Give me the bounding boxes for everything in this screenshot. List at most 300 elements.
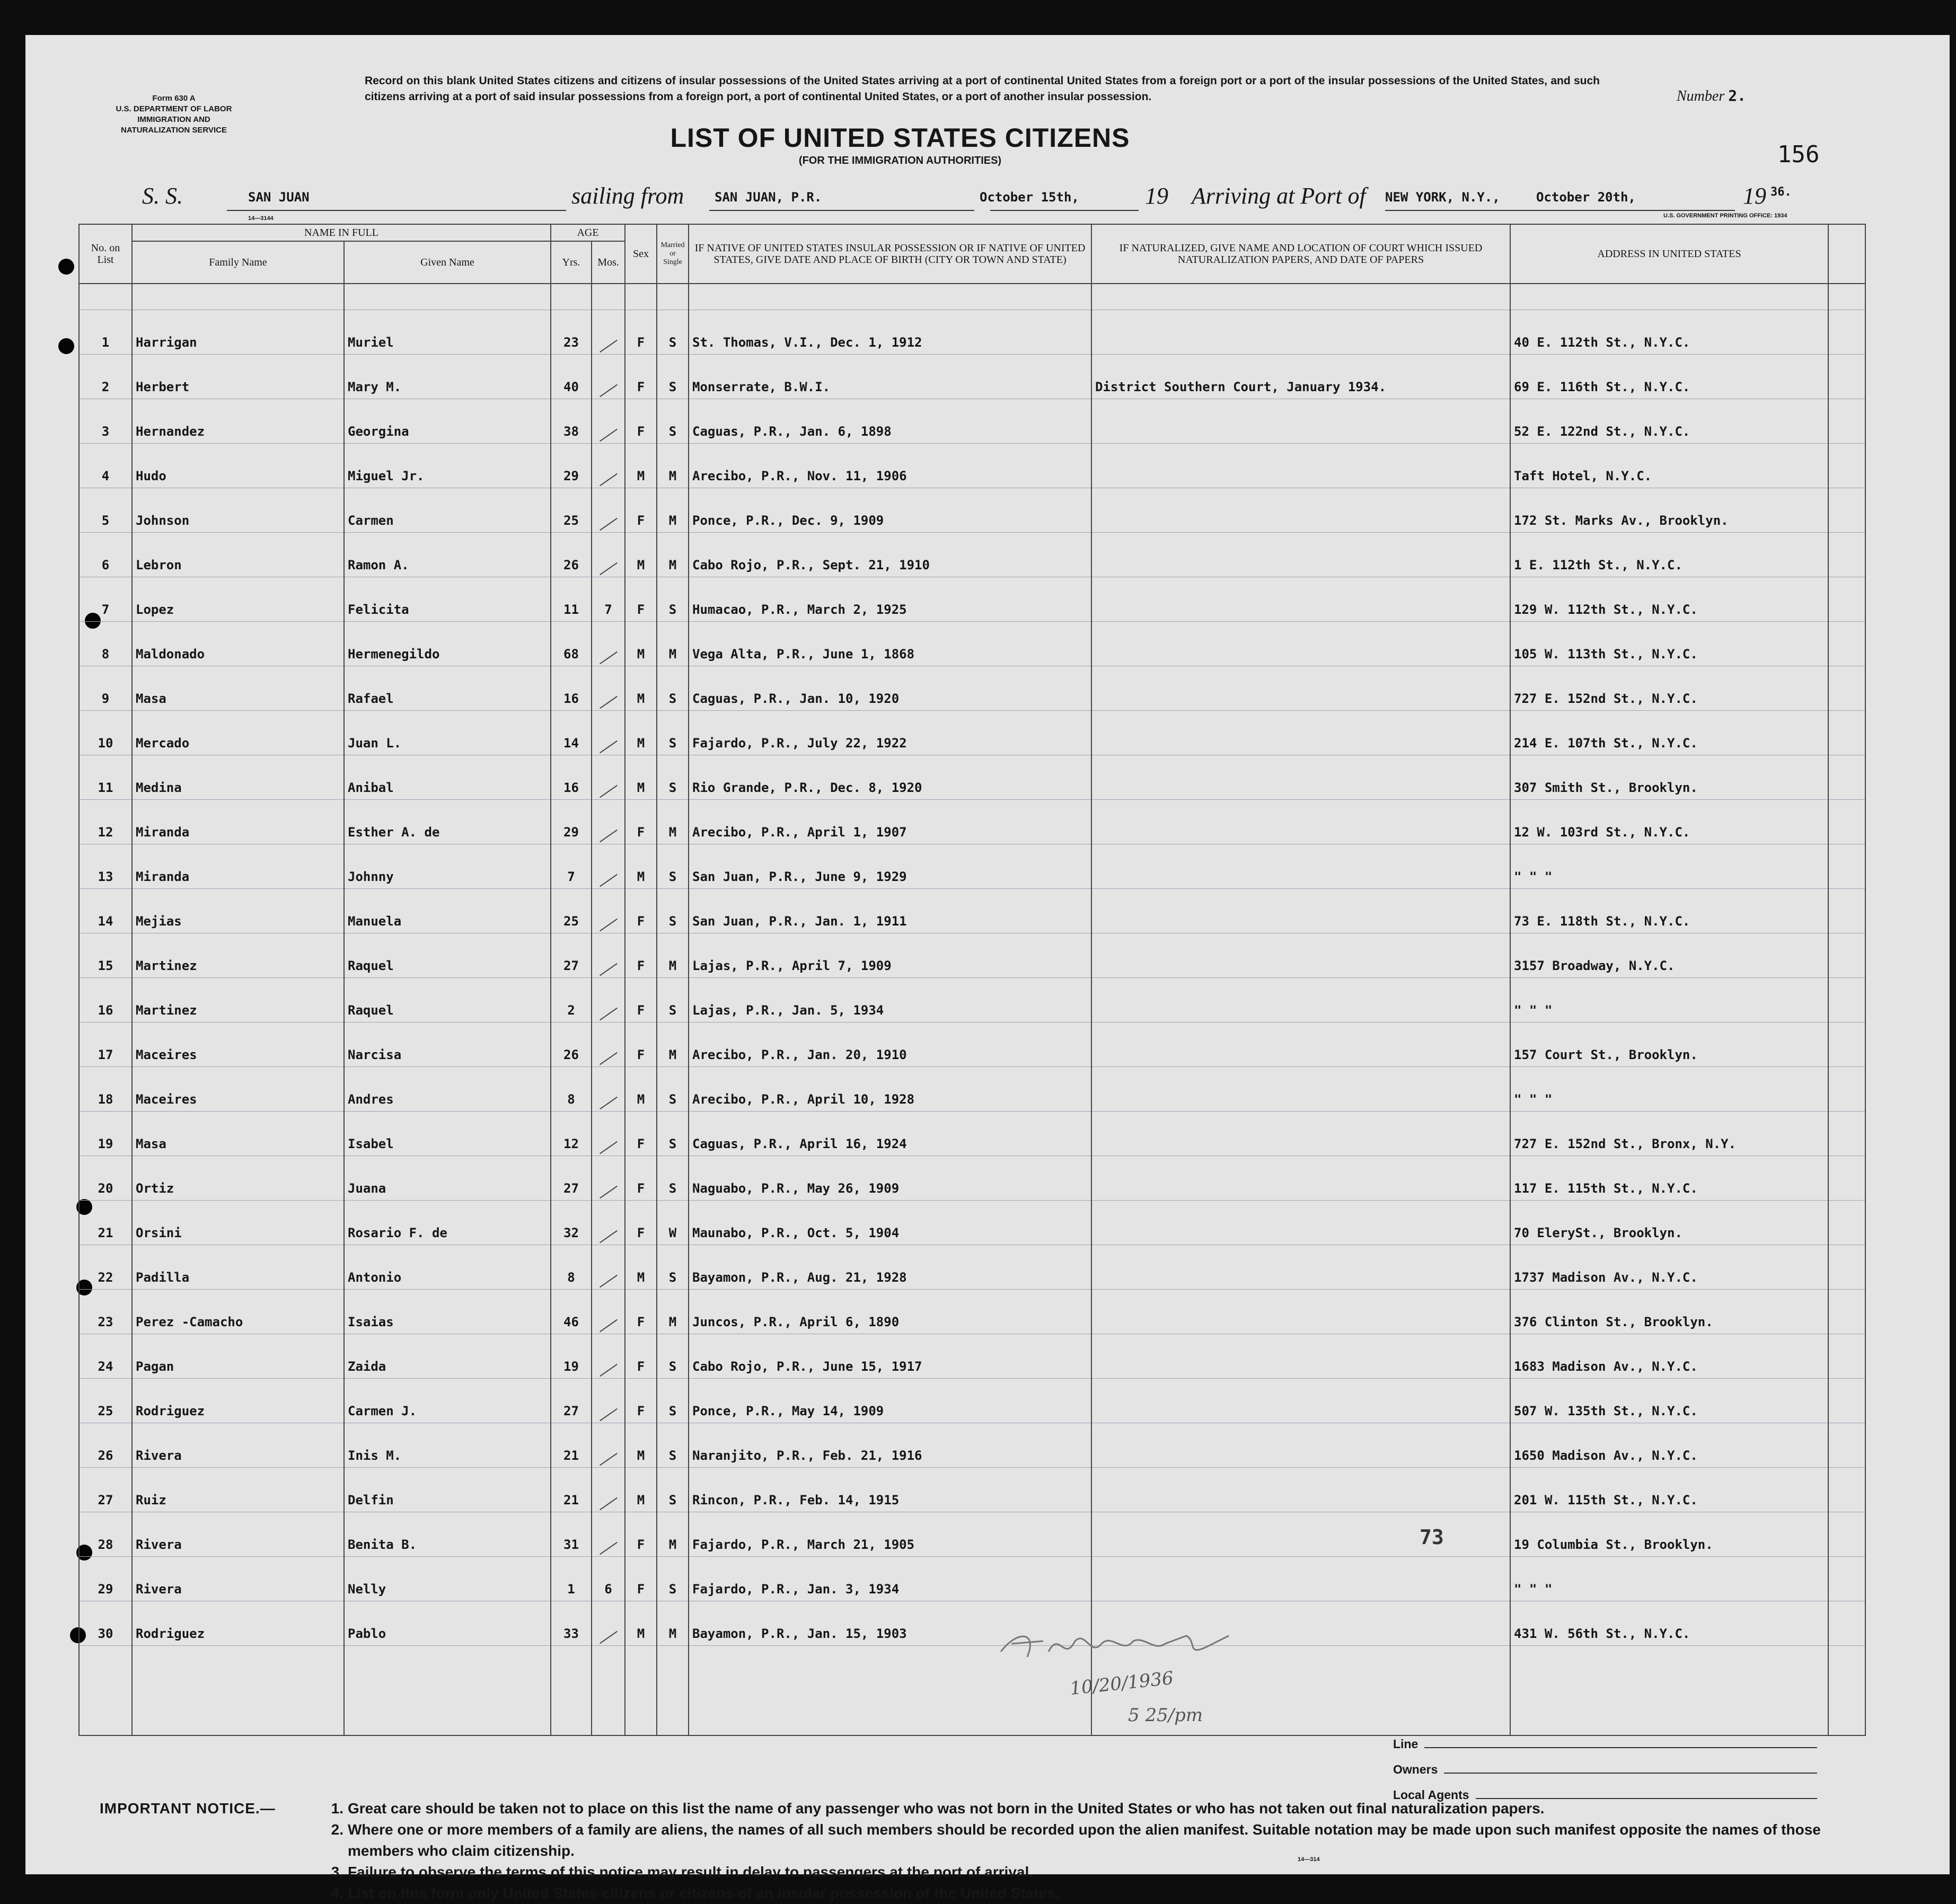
- marital-status: M: [657, 1601, 689, 1646]
- row-number: 21: [79, 1201, 132, 1245]
- age-months: [592, 488, 625, 533]
- family-name: Maceires: [132, 1022, 344, 1067]
- given-name: Isaias: [344, 1290, 551, 1334]
- family-name: Ortiz: [132, 1156, 344, 1201]
- marital-status: S: [657, 978, 689, 1022]
- birth-place-date: Naranjito, P.R., Feb. 21, 1916: [689, 1423, 1091, 1468]
- blank-cell: [1828, 1156, 1865, 1201]
- given-name: Rosario F. de: [344, 1201, 551, 1245]
- birth-place-date: St. Thomas, V.I., Dec. 1, 1912: [689, 310, 1091, 355]
- given-name: Carmen: [344, 488, 551, 533]
- given-name: Pablo: [344, 1601, 551, 1646]
- age-months: [592, 711, 625, 755]
- age-months: [592, 1379, 625, 1423]
- print-code: 14—314: [1298, 1856, 1320, 1863]
- row-number: 30: [79, 1601, 132, 1646]
- age-years: 29: [551, 444, 592, 488]
- tick-mark: [600, 830, 618, 843]
- marital-status: M: [657, 488, 689, 533]
- sex: F: [625, 310, 657, 355]
- age-years: 14: [551, 711, 592, 755]
- naturalization-court: [1091, 666, 1510, 711]
- blank-cell: [1828, 577, 1865, 622]
- age-months: [592, 755, 625, 800]
- table-row: [79, 666, 1865, 711]
- page-subtitle: (FOR THE IMMIGRATION AUTHORITIES): [798, 155, 1002, 166]
- sex: M: [625, 755, 657, 800]
- given-name: Hermenegildo: [344, 622, 551, 666]
- row-number: 2: [79, 355, 132, 399]
- age-months: [592, 1334, 625, 1379]
- naturalization-court: [1091, 933, 1510, 978]
- notice-item: [322, 1883, 1828, 1904]
- tick-mark: [600, 1186, 618, 1199]
- marital-status: S: [657, 844, 689, 889]
- row-number: 26: [79, 1423, 132, 1468]
- list-number-value: 2.: [1728, 87, 1746, 104]
- family-name: Martinez: [132, 978, 344, 1022]
- col-header-yrs: Yrs.: [551, 241, 592, 284]
- us-address: 69 E. 116th St., N.Y.C.: [1510, 355, 1828, 399]
- local-agents-label: Local Agents: [1393, 1788, 1469, 1802]
- table-row: [79, 1201, 1865, 1245]
- us-address: 105 W. 113th St., N.Y.C.: [1510, 622, 1828, 666]
- col-header-no: No. on List: [79, 224, 132, 284]
- given-name: Johnny: [344, 844, 551, 889]
- passenger-rows: [79, 284, 1865, 1735]
- list-number-label: Number: [1677, 88, 1725, 104]
- row-number: 10: [79, 711, 132, 755]
- marital-status: M: [657, 622, 689, 666]
- naturalization-court: [1091, 978, 1510, 1022]
- blank-cell: [1828, 1334, 1865, 1379]
- birth-place-date: Monserrate, B.W.I.: [689, 355, 1091, 399]
- age-years: 25: [551, 889, 592, 933]
- us-address: " " ": [1510, 978, 1828, 1022]
- us-address: 117 E. 115th St., N.Y.C.: [1510, 1156, 1828, 1201]
- age-months: [592, 1156, 625, 1201]
- age-months: [592, 1245, 625, 1290]
- spacer-row: [79, 284, 1865, 310]
- age-months: [592, 666, 625, 711]
- blank-cell: [1828, 1557, 1865, 1601]
- marital-status: S: [657, 1245, 689, 1290]
- blank-cell: [1828, 1423, 1865, 1468]
- birth-place-date: San Juan, P.R., June 9, 1929: [689, 844, 1091, 889]
- arrival-year-prefix: 19: [1743, 183, 1766, 209]
- given-name: Georgina: [344, 399, 551, 444]
- table-row: [79, 755, 1865, 800]
- age-months: 6: [592, 1557, 625, 1601]
- blank-cell: [1828, 399, 1865, 444]
- intro-instructions: Record on this blank United States citizens and citizens of insular possessions of the United States arriving at a port of continental United States from a foreign port or a port of the insular possessions of the United States, and such citizens arriving at a port of said insular possessions from a foreign port, a port of continental United States, or a port of another insular possession.: [365, 75, 1600, 103]
- table-row: [79, 399, 1865, 444]
- family-name: Rivera: [132, 1512, 344, 1557]
- marital-status: S: [657, 1423, 689, 1468]
- table-row: [79, 1423, 1865, 1468]
- tick-mark: [600, 1230, 618, 1244]
- family-name: Lebron: [132, 533, 344, 577]
- family-name: Rodriguez: [132, 1601, 344, 1646]
- birth-place-date: Arecibo, P.R., Jan. 20, 1910: [689, 1022, 1091, 1067]
- birth-place-date: Naguabo, P.R., May 26, 1909: [689, 1156, 1091, 1201]
- family-name: Miranda: [132, 844, 344, 889]
- blank-cell: [1828, 1379, 1865, 1423]
- naturalization-court: [1091, 844, 1510, 889]
- birth-place-date: Bayamon, P.R., Jan. 15, 1903: [689, 1601, 1091, 1646]
- passenger-table: [78, 224, 1865, 1641]
- naturalization-court: [1091, 1601, 1510, 1646]
- tick-mark: [600, 963, 618, 976]
- table-row: [79, 1334, 1865, 1379]
- tick-mark: [600, 741, 618, 754]
- sex: M: [625, 711, 657, 755]
- binder-hole: [58, 259, 74, 275]
- tick-mark: [600, 1497, 618, 1511]
- age-months: [592, 1067, 625, 1112]
- sex: F: [625, 488, 657, 533]
- important-notice: [100, 1798, 1828, 1904]
- age-months: [592, 978, 625, 1022]
- family-name: Herbert: [132, 355, 344, 399]
- table-row: [79, 1290, 1865, 1334]
- tick-mark: [600, 1364, 618, 1377]
- table-row: [79, 1156, 1865, 1201]
- us-address: 40 E. 112th St., N.Y.C.: [1510, 310, 1828, 355]
- birth-place-date: Juncos, P.R., April 6, 1890: [689, 1290, 1091, 1334]
- table-row: [79, 711, 1865, 755]
- table-row: [79, 1557, 1865, 1601]
- blank-cell: [1828, 666, 1865, 711]
- age-months: [592, 1601, 625, 1646]
- sailing-date: October 15th,: [980, 190, 1079, 205]
- age-years: 26: [551, 1022, 592, 1067]
- naturalization-court: [1091, 1557, 1510, 1601]
- marital-status: S: [657, 1379, 689, 1423]
- age-years: 23: [551, 310, 592, 355]
- col-header-given-name: Given Name: [344, 241, 551, 284]
- us-address: 1650 Madison Av., N.Y.C.: [1510, 1423, 1828, 1468]
- given-name: Mary M.: [344, 355, 551, 399]
- sex: F: [625, 1022, 657, 1067]
- blank-cell: [1828, 755, 1865, 800]
- table-row: [79, 1601, 1865, 1646]
- given-name: Andres: [344, 1067, 551, 1112]
- table-row: [79, 488, 1865, 533]
- blank-cell: [1828, 488, 1865, 533]
- age-years: 29: [551, 800, 592, 844]
- marital-status: S: [657, 1334, 689, 1379]
- blank-cell: [1828, 1468, 1865, 1512]
- marital-status: S: [657, 399, 689, 444]
- age-months: [592, 310, 625, 355]
- us-address: 1683 Madison Av., N.Y.C.: [1510, 1334, 1828, 1379]
- sex: M: [625, 666, 657, 711]
- sex: M: [625, 844, 657, 889]
- sex: F: [625, 1557, 657, 1601]
- given-name: Juan L.: [344, 711, 551, 755]
- tick-mark: [600, 473, 618, 487]
- given-name: Ramon A.: [344, 533, 551, 577]
- age-months: [592, 844, 625, 889]
- page-title: LIST OF UNITED STATES CITIZENS: [670, 123, 1130, 153]
- arrival-date: October 20th,: [1536, 190, 1636, 205]
- given-name: Inis M.: [344, 1423, 551, 1468]
- col-header-blank: [1828, 224, 1865, 284]
- table-row: [79, 978, 1865, 1022]
- marital-status: S: [657, 1156, 689, 1201]
- sex: M: [625, 622, 657, 666]
- row-number: 24: [79, 1334, 132, 1379]
- row-number: 25: [79, 1379, 132, 1423]
- marital-status: S: [657, 711, 689, 755]
- age-years: 31: [551, 1512, 592, 1557]
- given-name: Carmen J.: [344, 1379, 551, 1423]
- row-number: 5: [79, 488, 132, 533]
- row-number: 28: [79, 1512, 132, 1557]
- notice-item-number: 1.: [331, 1800, 343, 1817]
- empty-row: [79, 1646, 1865, 1736]
- department-name: U.S. DEPARTMENT OF LABOR: [116, 104, 232, 113]
- sex: M: [625, 533, 657, 577]
- col-header-naturalized: IF NATURALIZED, GIVE NAME AND LOCATION OF COURT WHICH ISSUED NATURALIZATION PAPERS, AND DATE OF PAPERS: [1091, 224, 1510, 284]
- us-address: 1737 Madison Av., N.Y.C.: [1510, 1245, 1828, 1290]
- age-years: 11: [551, 577, 592, 622]
- naturalization-court: [1091, 1022, 1510, 1067]
- age-months: [592, 622, 625, 666]
- age-years: 38: [551, 399, 592, 444]
- marital-status: W: [657, 1201, 689, 1245]
- naturalization-court: [1091, 889, 1510, 933]
- naturalization-court: [1091, 488, 1510, 533]
- stamp-number: 73: [1420, 1526, 1444, 1549]
- blank-cell: [1828, 1201, 1865, 1245]
- given-name: Delfin: [344, 1468, 551, 1512]
- given-name: Felicita: [344, 577, 551, 622]
- family-name: Medina: [132, 755, 344, 800]
- tick-mark: [600, 1141, 618, 1154]
- given-name: Isabel: [344, 1112, 551, 1156]
- birth-place-date: Lajas, P.R., Jan. 5, 1934: [689, 978, 1091, 1022]
- marital-status: S: [657, 310, 689, 355]
- sex: M: [625, 1601, 657, 1646]
- sex: F: [625, 933, 657, 978]
- birth-place-date: Humacao, P.R., March 2, 1925: [689, 577, 1091, 622]
- service-name-line2: NATURALIZATION SERVICE: [120, 126, 227, 135]
- tick-mark: [600, 1408, 618, 1422]
- naturalization-court: [1091, 1067, 1510, 1112]
- naturalization-court: [1091, 1201, 1510, 1245]
- age-months: [592, 800, 625, 844]
- table-row: [79, 1379, 1865, 1423]
- blank-cell: [1828, 844, 1865, 889]
- age-months: [592, 1512, 625, 1557]
- us-address: 507 W. 135th St., N.Y.C.: [1510, 1379, 1828, 1423]
- age-months: [592, 399, 625, 444]
- us-address: 3157 Broadway, N.Y.C.: [1510, 933, 1828, 978]
- birth-place-date: Bayamon, P.R., Aug. 21, 1928: [689, 1245, 1091, 1290]
- blank-cell: [1828, 889, 1865, 933]
- naturalization-court: [1091, 444, 1510, 488]
- age-years: 40: [551, 355, 592, 399]
- us-address: 1 E. 112th St., N.Y.C.: [1510, 533, 1828, 577]
- age-years: 33: [551, 1601, 592, 1646]
- naturalization-court: [1091, 1156, 1510, 1201]
- us-address: 172 St. Marks Av., Brooklyn.: [1510, 488, 1828, 533]
- tick-mark: [600, 429, 618, 442]
- family-name: Martinez: [132, 933, 344, 978]
- sex: F: [625, 978, 657, 1022]
- age-months: [592, 1290, 625, 1334]
- notice-item-number: 2.: [331, 1821, 343, 1838]
- arrival-line: [1385, 210, 1735, 211]
- given-name: Raquel: [344, 933, 551, 978]
- marital-status: S: [657, 666, 689, 711]
- given-name: Narcisa: [344, 1022, 551, 1067]
- blank-cell: [1828, 1112, 1865, 1156]
- family-name: Rivera: [132, 1557, 344, 1601]
- family-name: Mejias: [132, 889, 344, 933]
- blank-cell: [1828, 533, 1865, 577]
- age-years: 8: [551, 1067, 592, 1112]
- us-address: 157 Court St., Brooklyn.: [1510, 1022, 1828, 1067]
- ship-name: SAN JUAN: [248, 190, 310, 205]
- table-row: [79, 1245, 1865, 1290]
- table-row: [79, 577, 1865, 622]
- tick-mark: [600, 1275, 618, 1288]
- us-address: 52 E. 122nd St., N.Y.C.: [1510, 399, 1828, 444]
- tick-mark: [600, 340, 618, 353]
- family-name: Maldonado: [132, 622, 344, 666]
- family-name: Perez -Camacho: [132, 1290, 344, 1334]
- age-months: [592, 933, 625, 978]
- notice-item: [322, 1819, 1828, 1862]
- col-header-name-in-full: NAME IN FULL: [132, 224, 551, 241]
- row-number: 19: [79, 1112, 132, 1156]
- birth-place-date: Caguas, P.R., Jan. 6, 1898: [689, 399, 1091, 444]
- notice-heading: IMPORTANT NOTICE.—: [100, 1800, 276, 1817]
- print-code: U.S. GOVERNMENT PRINTING OFFICE: 1934: [1663, 213, 1787, 219]
- sex: M: [625, 1468, 657, 1512]
- family-name: Padilla: [132, 1245, 344, 1290]
- us-address: 727 E. 152nd St., N.Y.C.: [1510, 666, 1828, 711]
- age-years: 21: [551, 1423, 592, 1468]
- tick-mark: [600, 384, 618, 398]
- row-number: 3: [79, 399, 132, 444]
- family-name: Hudo: [132, 444, 344, 488]
- row-number: 29: [79, 1557, 132, 1601]
- age-years: 26: [551, 533, 592, 577]
- blank-cell: [1828, 711, 1865, 755]
- sex: F: [625, 1512, 657, 1557]
- naturalization-court: [1091, 577, 1510, 622]
- blank-cell: [1828, 1245, 1865, 1290]
- birth-place-date: Ponce, P.R., Dec. 9, 1909: [689, 488, 1091, 533]
- naturalization-court: [1091, 711, 1510, 755]
- marital-status: M: [657, 444, 689, 488]
- naturalization-court: [1091, 622, 1510, 666]
- marital-status: M: [657, 800, 689, 844]
- naturalization-court: [1091, 1112, 1510, 1156]
- birth-place-date: Rio Grande, P.R., Dec. 8, 1920: [689, 755, 1091, 800]
- given-name: Raquel: [344, 978, 551, 1022]
- sex: F: [625, 1201, 657, 1245]
- age-years: 16: [551, 755, 592, 800]
- list-number: [1677, 87, 1746, 105]
- birth-place-date: Fajardo, P.R., March 21, 1905: [689, 1512, 1091, 1557]
- sex: M: [625, 1423, 657, 1468]
- us-address: Taft Hotel, N.Y.C.: [1510, 444, 1828, 488]
- tick-mark: [600, 1631, 618, 1644]
- table-row: [79, 933, 1865, 978]
- birth-place-date: Caguas, P.R., Jan. 10, 1920: [689, 666, 1091, 711]
- blank-cell: [1828, 310, 1865, 355]
- table-row: [79, 1112, 1865, 1156]
- given-name: Nelly: [344, 1557, 551, 1601]
- given-name: Anibal: [344, 755, 551, 800]
- family-name: Rivera: [132, 1423, 344, 1468]
- birth-place-date: Caguas, P.R., April 16, 1924: [689, 1112, 1091, 1156]
- ss-label: S. S.: [142, 183, 183, 209]
- table-row: [79, 622, 1865, 666]
- row-number: 16: [79, 978, 132, 1022]
- agent-signature-block: [1393, 1726, 1817, 1802]
- sex: M: [625, 1067, 657, 1112]
- us-address: 307 Smith St., Brooklyn.: [1510, 755, 1828, 800]
- notice-item-text: Failure to observe the terms of this notice may result in delay to passengers at the port of arrival.: [348, 1864, 1034, 1880]
- tick-mark: [600, 1097, 618, 1110]
- row-number: 22: [79, 1245, 132, 1290]
- family-name: Rodriguez: [132, 1379, 344, 1423]
- us-address: 12 W. 103rd St., N.Y.C.: [1510, 800, 1828, 844]
- signature-text: F. J. Mayfather Insp: [995, 1723, 1000, 1724]
- family-name: Johnson: [132, 488, 344, 533]
- row-number: 4: [79, 444, 132, 488]
- table-row: [79, 355, 1865, 399]
- us-address: " " ": [1510, 1067, 1828, 1112]
- naturalization-court: [1091, 1512, 1510, 1557]
- naturalization-court: [1091, 755, 1510, 800]
- notice-item-text: List on this form only United States citizens or citizens of an insular possession of the United States.: [348, 1885, 1060, 1901]
- tick-mark: [600, 1052, 618, 1065]
- age-years: 46: [551, 1290, 592, 1334]
- marital-status: S: [657, 889, 689, 933]
- tick-mark: [600, 874, 618, 887]
- age-months: [592, 1468, 625, 1512]
- sailing-from-line: [709, 210, 974, 211]
- table-row: [79, 1067, 1865, 1112]
- blank-cell: [1828, 1067, 1865, 1112]
- birth-place-date: Arecibo, P.R., April 10, 1928: [689, 1067, 1091, 1112]
- family-name: Lopez: [132, 577, 344, 622]
- naturalization-court: [1091, 800, 1510, 844]
- row-number: 23: [79, 1290, 132, 1334]
- signature-time: 5 25/pm: [1128, 1705, 1203, 1726]
- row-number: 17: [79, 1022, 132, 1067]
- row-number: 15: [79, 933, 132, 978]
- given-name: Zaida: [344, 1334, 551, 1379]
- sex: M: [625, 444, 657, 488]
- age-months: [592, 444, 625, 488]
- col-header-family-name: Family Name: [132, 241, 344, 284]
- table-row: [79, 533, 1865, 577]
- notice-item: [322, 1798, 1828, 1819]
- notice-item-text: Great care should be taken not to place on this list the name of any passenger who was not born in the United States or who has not taken out final naturalization papers.: [348, 1800, 1545, 1817]
- blank-cell: [1828, 978, 1865, 1022]
- sex: F: [625, 355, 657, 399]
- tick-mark: [600, 785, 618, 798]
- tick-mark: [600, 919, 618, 932]
